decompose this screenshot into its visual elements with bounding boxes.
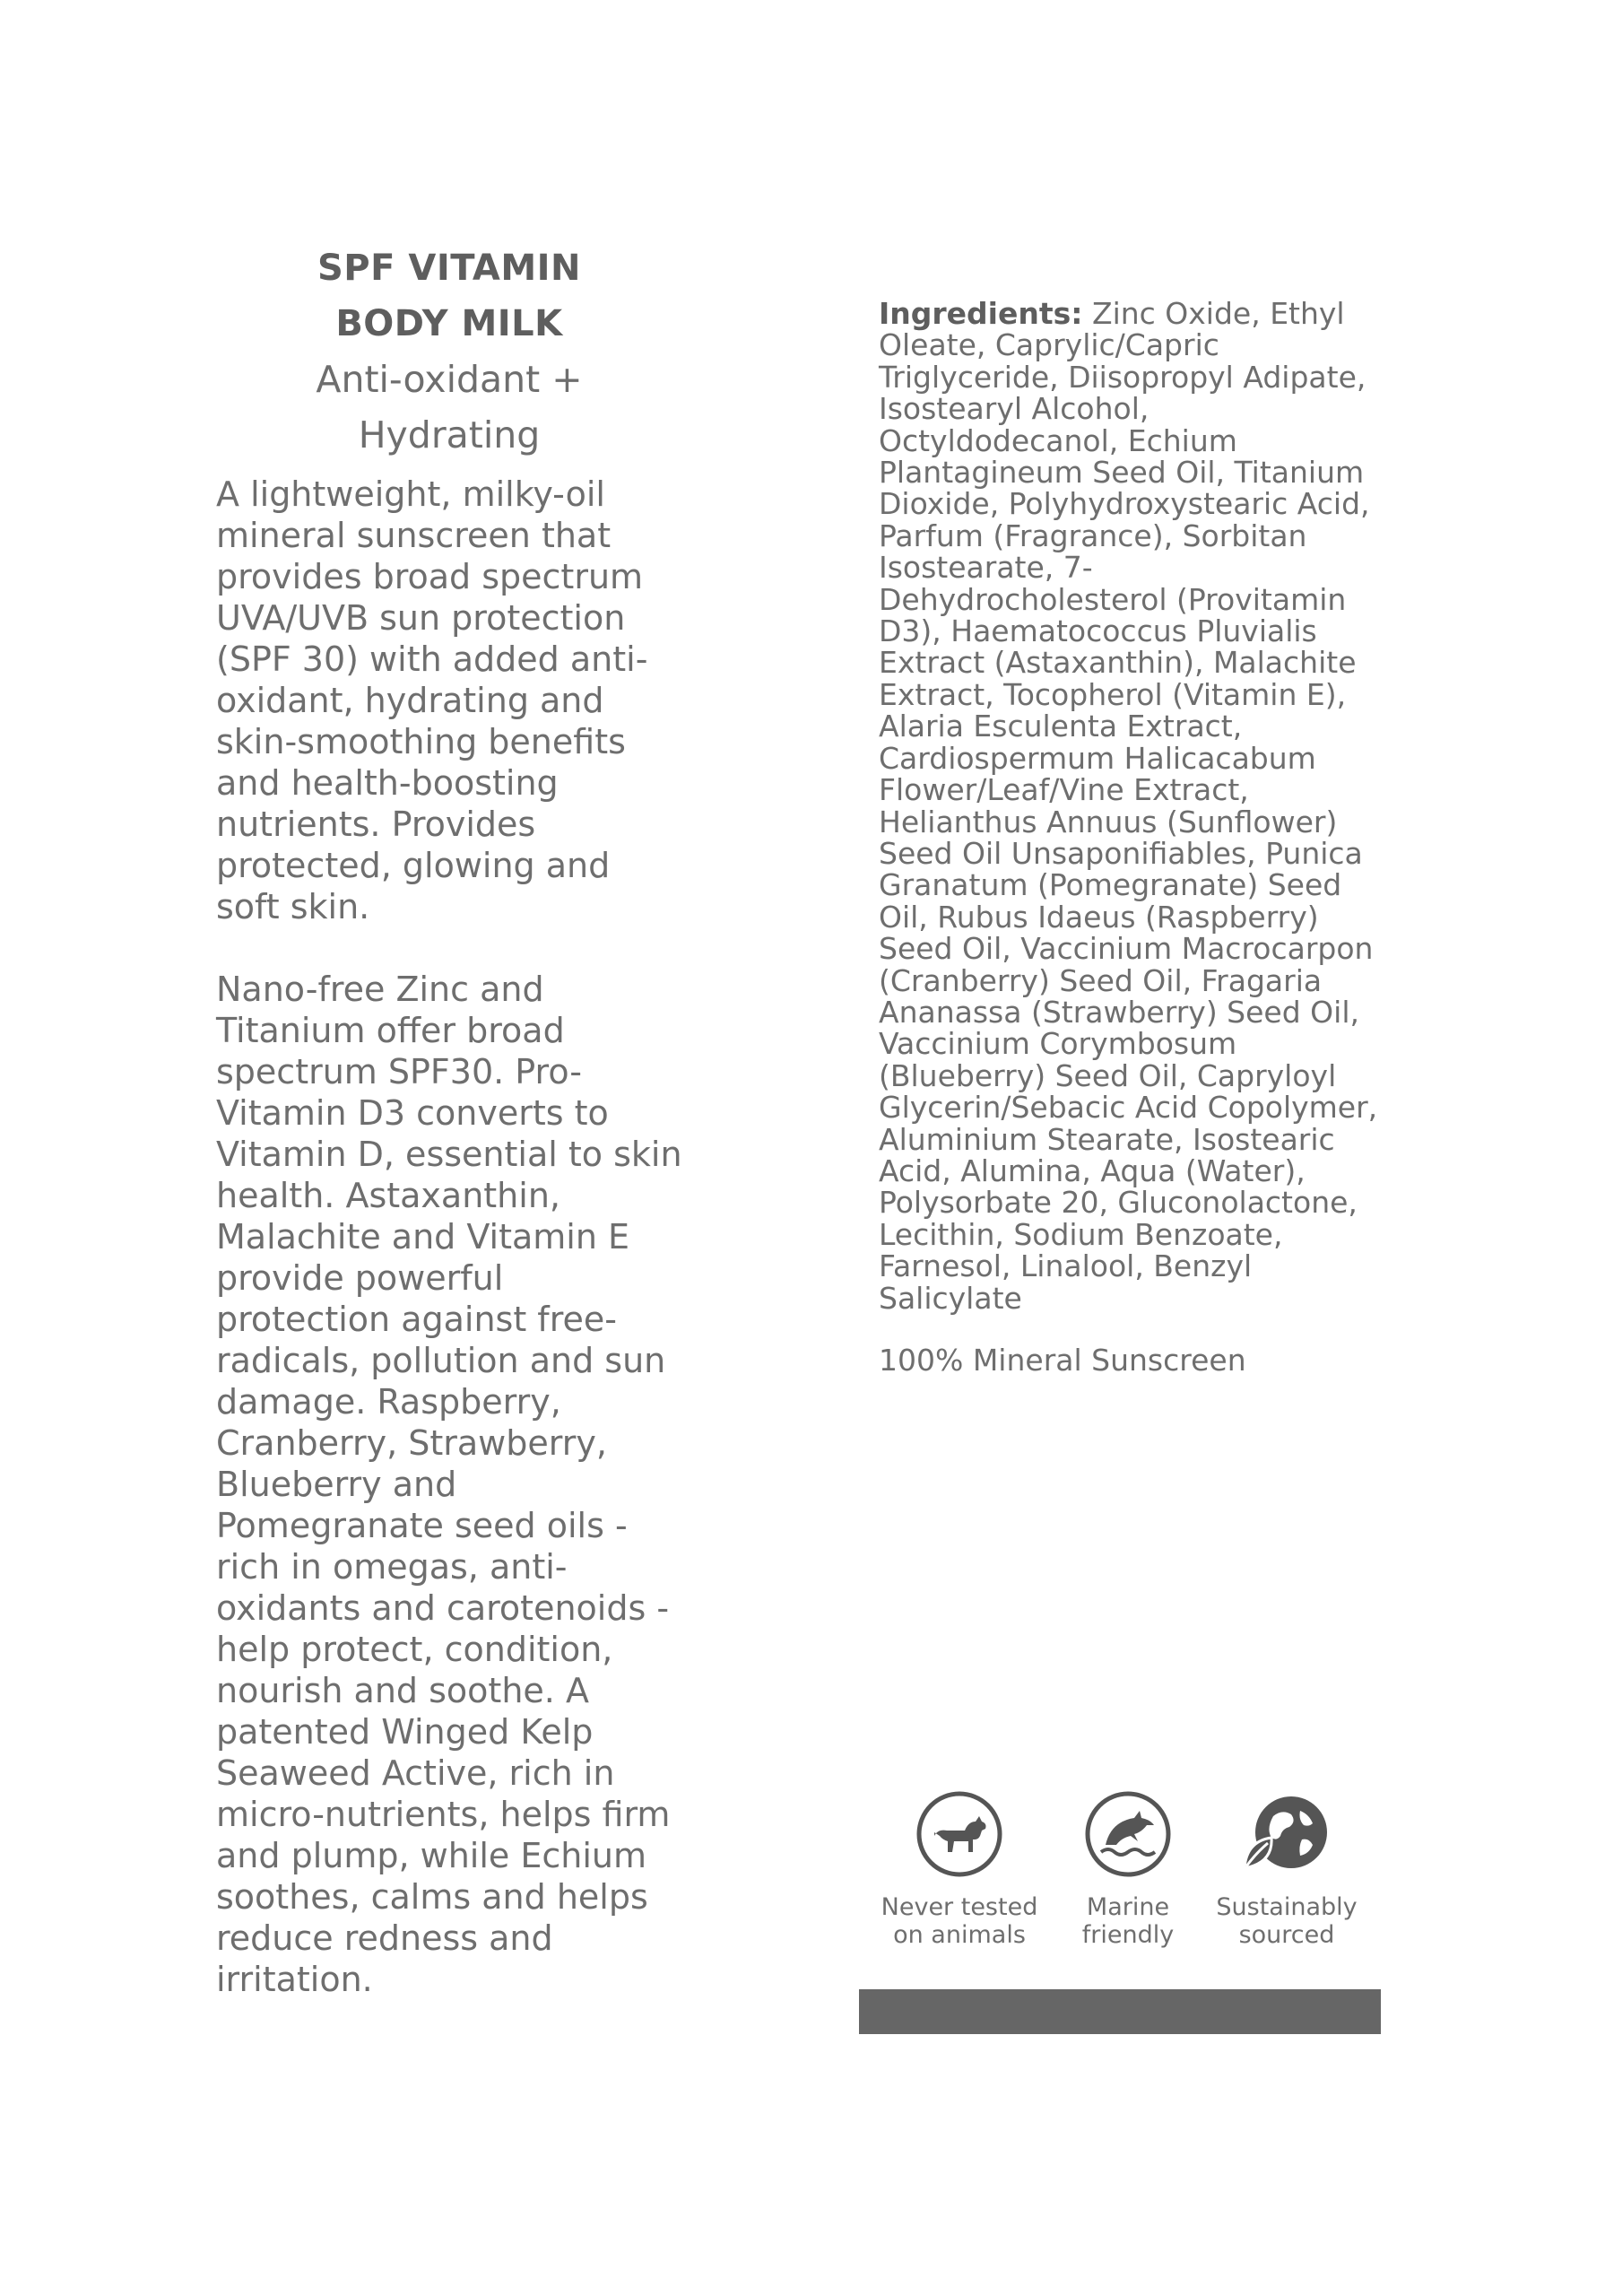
description-paragraph-2: Nano-free Zinc and Titanium offer broad spectrum SPF30. Pro-Vitamin D3 converts to Vitamin D, essential to skin health. Astaxanthin, Malachite and Vitamin E provide powerful protection against free-radicals, pollution and sun damage. Raspberry, Cranberry, Strawberry, Blueberry and Pomegranate seed oils - rich in omegas, anti-oxidants and carotenoids - help protect, condition, nourish and soothe. A patented Winged Kelp Seaweed Active, rich in micro-nutrients, helps firm and plump, while Echium soothes, calms and helps reduce redness and irritation. [216, 970, 682, 1999]
ingredients-text: Zinc Oxide, Ethyl Oleate, Caprylic/Capric Triglyceride, Diisopropyl Adipate, Isostearyl Alcohol, Octyldodecanol, Echium Plantagineum Seed Oil, Titanium Dioxide, Polyhydroxystearic Acid, Parfum (Fragrance), Sorbitan Isostearate, 7-Dehydrocholesterol (Provitamin D3), Haematococcus Pluvialis Extract (Astaxanthin), Malachite Extract, Tocopherol (Vitamin E), Alaria Esculenta Extract, Cardiospermum Halicacabum Flower/Leaf/Vine Extract, Helianthus Annuus (Sunflower) Seed Oil Unsaponifiables, Punica Granatum (Pomegranate) Seed Oil, Rubus Idaeus (Raspberry) Seed Oil, Vaccinium Macrocarpon (Cranberry) Seed Oil, Fragaria Ananassa (Strawberry) Seed Oil, Vaccinium Corymbosum (Blueberry) Seed Oil, Capryloyl Glycerin/Sebacic Acid Copolymer, Aluminium Stearate, Isostearic Acid, Alumina, Aqua (Water), Polysorbate 20, Gluconolactone, Lecithin, Sodium Benzoate, Farnesol, Linalool, Benzyl Salicylate [879, 296, 1378, 1316]
ingredients-panel [879, 298, 1381, 1378]
globe-leaf-icon [1237, 1789, 1336, 1879]
dolphin-icon [1083, 1789, 1173, 1879]
badge-sustainably-sourced [1197, 1789, 1376, 1949]
badge-label-cruelty-free: Never tested on animals [881, 1893, 1038, 1949]
badges-row [861, 1789, 1399, 1969]
product-title-line1: SPF VITAMIN [317, 248, 581, 289]
ingredients-list [879, 298, 1381, 1314]
product-info [216, 240, 682, 2000]
bottom-bar [859, 1989, 1381, 2034]
badge-marine-friendly [1038, 1789, 1218, 1949]
dog-icon [915, 1789, 1004, 1879]
mineral-sunscreen-note: 100% Mineral Sunscreen [879, 1343, 1246, 1378]
badge-label-marine-friendly: Marine friendly [1081, 1893, 1175, 1949]
product-subtitle [216, 352, 682, 463]
product-title-line2: BODY MILK [335, 303, 563, 344]
description-paragraph-1: A lightweight, milky-oil mineral sunscreen that provides broad spectrum UVA/UVB sun protection (SPF 30) with added anti-oxidant, hydrating and skin-smoothing benefits and health-boosting nutrients. Provides protected, glowing and soft skin. [216, 474, 648, 926]
product-title [216, 240, 682, 352]
ingredients-label: Ingredients: [879, 296, 1083, 331]
product-subtitle-line1: Anti-oxidant + [316, 358, 583, 401]
badge-label-sustainably-sourced: Sustainably sourced [1216, 1893, 1358, 1949]
badge-cruelty-free [870, 1789, 1049, 1949]
product-subtitle-line2: Hydrating [358, 413, 541, 457]
